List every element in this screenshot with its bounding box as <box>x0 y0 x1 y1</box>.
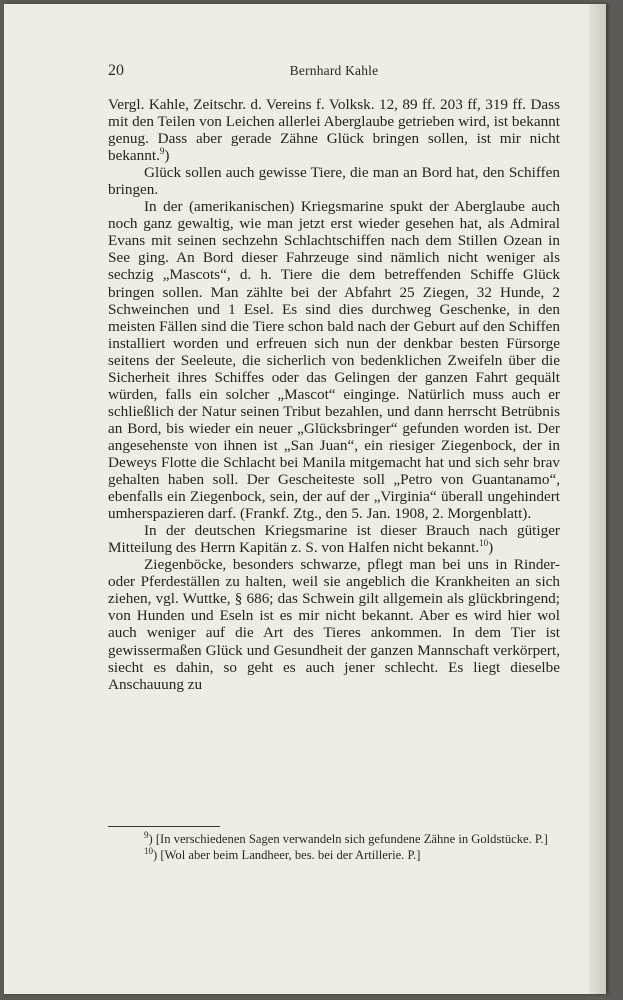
book-page <box>4 4 606 994</box>
paragraph <box>108 556 560 692</box>
paragraph-text: Ziegenböcke, besonders schwarze, pflegt man bei uns in Rinder- oder Pferdeställen zu halten, weil sie angeblich die Krankheiten an sich ziehen, vgl. Wuttke, § 686; das Schwein gilt allgemein als glückbringend; von Hunden und Eseln ist es mir nicht bekannt. Aber es wird hier wol auch weniger auf die Art des Tieres ankommen. In dem Tier ist gewissermaßen Glück und Gesundheit der ganzen Mannschaft verkörpert, siecht es dahin, so geht es auch jener schlecht. Es liegt dieselbe Anschauung zu <box>108 556 560 693</box>
footnote-text: ) [In verschiedenen Sagen verwandeln sich gefundene Zähne in Goldstücke. P.] <box>148 832 548 846</box>
paragraph-text: In der deutschen Kriegsmarine ist dieser Brauch nach gütiger Mitteilung des Herrn Kapitän z. S. von Halfen nicht bekannt. <box>108 522 560 557</box>
running-head: Bernhard Kahle <box>289 63 379 78</box>
body-text <box>108 96 560 693</box>
footnote <box>108 829 560 848</box>
footnote-mark: 10 <box>144 845 153 856</box>
page-number: 20 <box>108 62 124 79</box>
footnote-ref: 9 <box>159 146 165 157</box>
paragraph <box>108 198 560 522</box>
paragraph <box>108 164 560 198</box>
footnote-divider <box>108 826 220 827</box>
footnote <box>108 845 560 864</box>
paragraph-tail: ) <box>488 539 494 557</box>
footnote-mark: 9 <box>144 829 149 840</box>
paragraph <box>108 522 560 556</box>
page-header <box>108 62 560 84</box>
page-edge <box>589 4 606 994</box>
paragraph-tail: ) <box>164 147 170 165</box>
footnotes <box>108 829 560 863</box>
paragraph-text: In der (amerikanischen) Kriegsmarine spukt der Aberglaube auch noch ganz gewaltig, wie man jetzt erst wieder gesehen hat, als Admiral Evans mit seinen sechzehn Schlachtschiffen nach dem Stillen Ozean in See ging. An Bord dieser Fahrzeuge sind nämlich nicht weniger als sechzig „Mascots“, d. h. Tiere die dem betreffenden Schiffe Glück bringen sollen. Man zählte bei der Abfahrt 25 Ziegen, 32 Hunde, 2 Schweinchen und 1 Esel. Es sind dies durchweg Geschenke, in den meisten Fällen sind die Tiere schon bald nach der Geburt auf den Schiffen installiert worden und erfreuen sich nun der denkbar besten Fürsorge seitens der Seeleute, die sicherlich von bedenklichen Zweifeln über die Sicherheit ihres Schiffes oder das Gelingen der ganzen Fahrt gequält würden, falls ein solcher „Mascot“ einginge. Natürlich muss auch er schließlich der Natur seinen Tribut bezahlen, und dann herrscht Betrübnis an Bord, bis wieder ein neuer „Glücksbringer“ gefunden worden ist. Der angesehenste von ihnen ist „San Juan“, ein riesiger Ziegenbock, der in Deweys Flotte die Schlacht bei Manila mitgemacht hat und sich sehr brav gehalten haben soll. Der Gescheiteste soll „Petro von Guantanamo“, ebenfalls ein Ziegenbock, sein, der auf der „Virginia“ überall ungehindert umherspazieren darf. (Frankf. Ztg., den 5. Jan. 1908, 2. Morgenblatt). <box>108 198 560 523</box>
footnote-ref: 10 <box>479 538 489 549</box>
paragraph <box>108 96 560 164</box>
footnote-text: ) [Wol aber beim Landheer, bes. bei der Artillerie. P.] <box>153 847 421 862</box>
paragraph-text: Vergl. Kahle, Zeitschr. d. Vereins f. Volksk. 12, 89 ff. 203 ff, 319 ff. Dass mit den Teilen von Leichen allerlei Aberglaube getrieben wird, ist bekannt genug. Dass aber gerade Zähne Glück bringen sollen, ist mir nicht bekannt. <box>108 96 560 165</box>
paragraph-text: Glück sollen auch gewisse Tiere, die man an Bord hat, den Schiffen bringen. <box>108 164 560 199</box>
